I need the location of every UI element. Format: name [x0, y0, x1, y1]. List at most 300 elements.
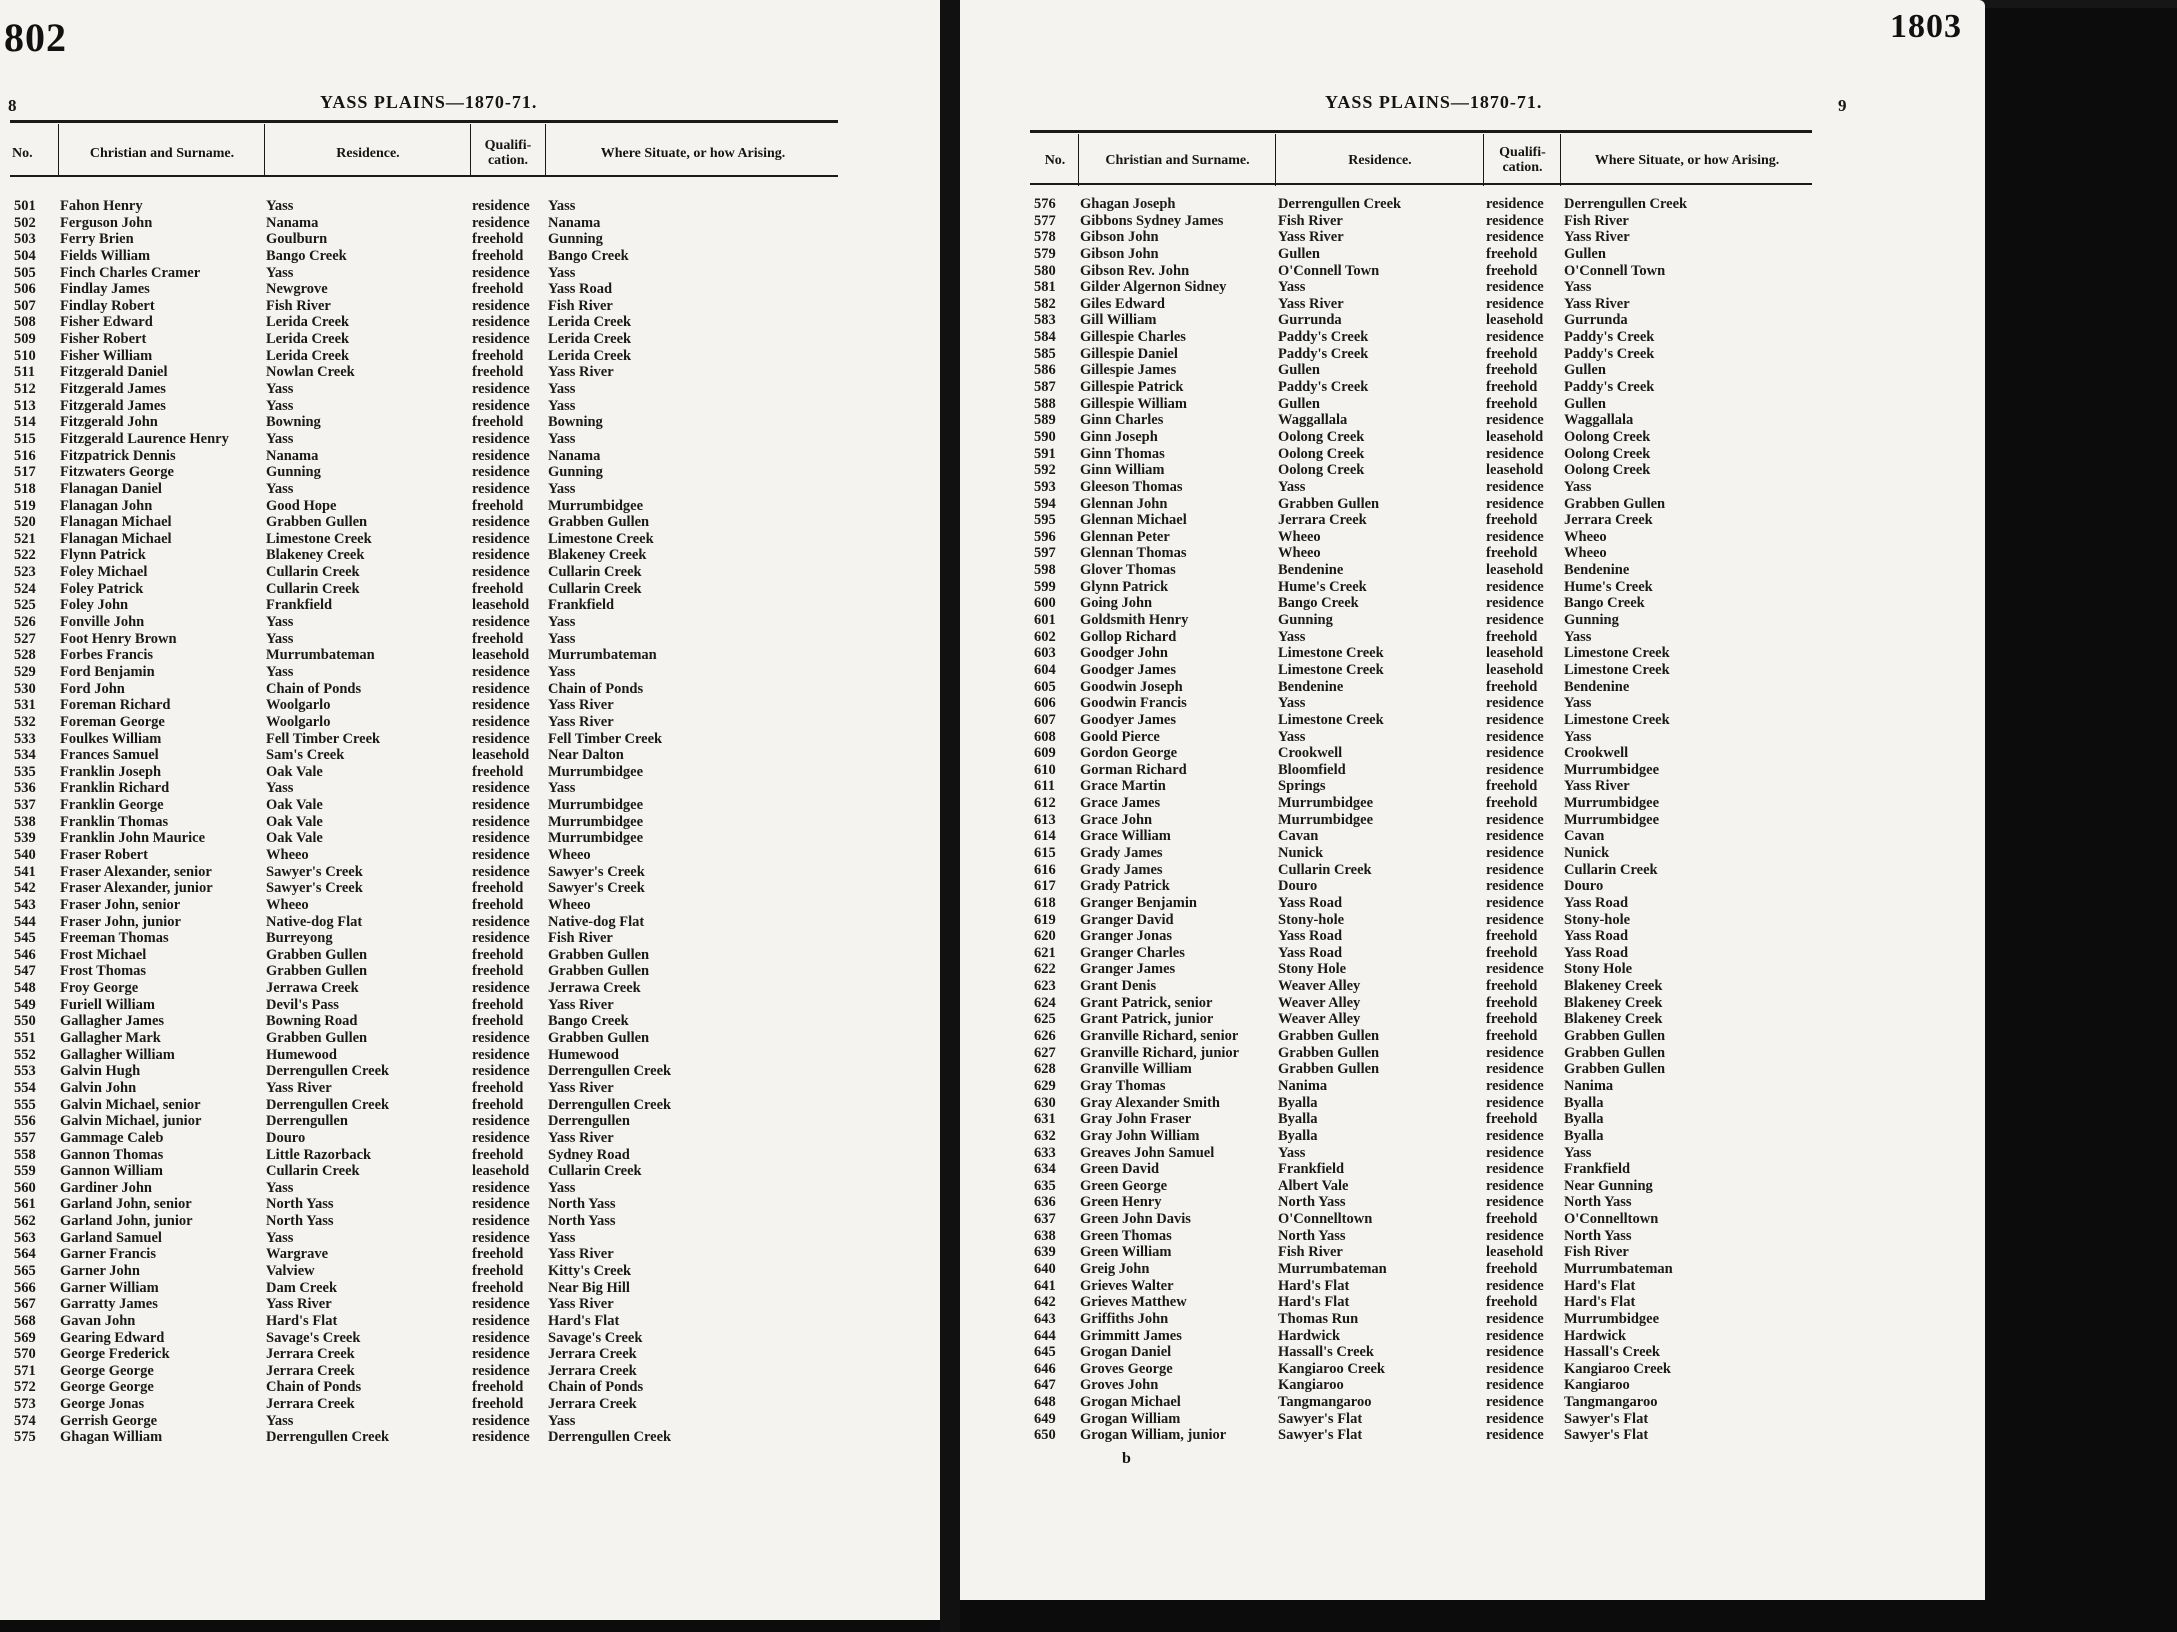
entry-number: 582 — [1034, 295, 1056, 312]
entry-name: Gray Thomas — [1080, 1077, 1166, 1094]
entry-qualification: freehold — [1486, 262, 1538, 279]
entry-number: 545 — [14, 930, 36, 947]
entry-residence: Fish River — [1278, 212, 1343, 229]
table-row — [14, 281, 848, 298]
entry-number: 605 — [1034, 678, 1056, 695]
entry-residence: Oak Vale — [266, 763, 323, 780]
entry-qualification: residence — [472, 863, 530, 880]
entry-qualification: residence — [1486, 745, 1544, 762]
entry-qualification: freehold — [1486, 1261, 1538, 1277]
entry-number: 637 — [1034, 1211, 1056, 1228]
entry-residence: Lerida Creek — [266, 347, 350, 364]
entry-qualification: leasehold — [472, 747, 530, 764]
table-row — [14, 847, 848, 864]
entry-number: 520 — [14, 514, 36, 531]
entry-number: 584 — [1034, 329, 1056, 346]
entry-qualification: residence — [1486, 861, 1544, 878]
table-row — [1034, 895, 1814, 912]
entry-where: Yass — [548, 780, 576, 797]
entry-where: Yass — [1564, 728, 1592, 745]
entry-qualification: residence — [1486, 894, 1544, 911]
entry-where: Derrengullen — [548, 1113, 630, 1130]
entry-where: Cullarin Creek — [548, 1163, 642, 1180]
entry-where: Yass River — [1564, 778, 1630, 795]
entry-name: Ford John — [60, 680, 125, 697]
entry-number: 650 — [1034, 1427, 1056, 1444]
table-row — [14, 364, 848, 381]
entry-name: Gray John Fraser — [1080, 1111, 1192, 1128]
entry-residence: Yass — [1278, 1144, 1306, 1161]
entry-where: Native-dog Flat — [548, 913, 645, 930]
entry-residence: Good Hope — [266, 497, 337, 514]
entry-qualification: residence — [1486, 695, 1544, 712]
entry-residence: North Yass — [1278, 1227, 1346, 1244]
entry-qualification: residence — [472, 1429, 530, 1446]
entry-number: 564 — [14, 1246, 36, 1263]
entry-qualification: residence — [472, 198, 530, 214]
entry-residence: Yass — [266, 614, 294, 631]
entry-name: Granville Richard, junior — [1080, 1044, 1240, 1061]
table-row — [1034, 263, 1814, 280]
entry-residence: Yass — [1278, 279, 1306, 296]
entry-residence: Newgrove — [266, 281, 328, 298]
entry-residence: Frankfield — [1278, 1161, 1345, 1178]
table-row — [1034, 845, 1814, 862]
entry-where: Chain of Ponds — [548, 680, 644, 697]
entry-number: 638 — [1034, 1227, 1056, 1244]
entry-qualification: residence — [472, 663, 530, 680]
entry-number: 598 — [1034, 562, 1056, 579]
table-row — [14, 914, 848, 931]
entry-number: 595 — [1034, 512, 1056, 529]
entry-number: 642 — [1034, 1294, 1056, 1311]
table-row — [1034, 1011, 1814, 1028]
entry-where: Murrumbidgee — [548, 497, 644, 514]
entry-residence: Oak Vale — [266, 813, 323, 830]
entry-residence: Douro — [1278, 878, 1318, 895]
entry-number: 527 — [14, 630, 36, 647]
entry-number: 621 — [1034, 944, 1056, 961]
entry-number: 542 — [14, 880, 36, 897]
entry-number: 559 — [14, 1163, 36, 1180]
entry-residence: Weaver Alley — [1278, 1011, 1361, 1028]
table-row — [1034, 1294, 1814, 1311]
entry-name: Grant Patrick, junior — [1080, 1011, 1214, 1028]
table-row — [1034, 945, 1814, 962]
table-row — [1034, 545, 1814, 562]
entry-residence: Tangmangaroo — [1278, 1394, 1372, 1411]
entry-where: Blakeney Creek — [1564, 978, 1663, 995]
entry-number: 588 — [1034, 395, 1056, 412]
entry-number: 608 — [1034, 728, 1056, 745]
entry-residence: Gullen — [1278, 395, 1320, 412]
table-row — [14, 731, 848, 748]
table-row — [14, 298, 848, 315]
entry-qualification: freehold — [1486, 944, 1538, 961]
entry-qualification: freehold — [1486, 1011, 1538, 1028]
entry-number: 586 — [1034, 362, 1056, 379]
table-row — [14, 997, 848, 1014]
entry-where: Crookwell — [1564, 745, 1629, 762]
table-row — [14, 1063, 848, 1080]
entry-residence: Nanima — [1278, 1077, 1328, 1094]
entry-qualification: freehold — [1486, 678, 1538, 695]
entry-qualification: leasehold — [1486, 645, 1544, 662]
entry-qualification: freehold — [472, 281, 524, 298]
entry-number: 552 — [14, 1046, 36, 1063]
entry-name: George Frederick — [60, 1346, 170, 1363]
entry-residence: Sawyer's Flat — [1278, 1427, 1363, 1444]
entry-residence: Murrumbidgee — [1278, 795, 1374, 812]
entry-qualification: residence — [472, 264, 530, 281]
column-divider — [545, 124, 546, 176]
entry-qualification: leasehold — [472, 597, 530, 614]
entry-where: Humewood — [548, 1046, 619, 1063]
table-row — [1034, 778, 1814, 795]
entry-where: North Yass — [548, 1196, 616, 1213]
entry-residence: Limestone Creek — [266, 530, 372, 547]
table-row — [14, 547, 848, 564]
entry-name: Glennan Peter — [1080, 528, 1170, 545]
entry-name: Ginn Charles — [1080, 412, 1164, 429]
entry-qualification: residence — [472, 564, 530, 581]
entry-name: Glennan Thomas — [1080, 545, 1187, 562]
entry-residence: Wheeo — [1278, 528, 1321, 545]
entry-where: Near Big Hill — [548, 1279, 630, 1296]
entry-name: Goold Pierce — [1080, 728, 1160, 745]
entry-residence: Paddy's Creek — [1278, 345, 1369, 362]
entry-name: Fraser John, senior — [60, 896, 181, 913]
entry-name: Gray John William — [1080, 1127, 1200, 1144]
entry-where: Sawyer's Flat — [1564, 1427, 1649, 1444]
column-divider — [1483, 134, 1484, 186]
entry-number: 541 — [14, 863, 36, 880]
entry-qualification: freehold — [472, 996, 524, 1013]
entry-residence: Grabben Gullen — [1278, 495, 1380, 512]
entry-where: Limestone Creek — [1564, 645, 1670, 662]
entry-where: Yass — [548, 198, 576, 214]
entry-qualification: freehold — [1486, 778, 1538, 795]
entry-residence: Yass — [1278, 695, 1306, 712]
table-row — [14, 1113, 848, 1130]
entry-residence: Grabben Gullen — [266, 946, 368, 963]
entry-name: Grieves Walter — [1080, 1277, 1174, 1294]
table-row — [1034, 828, 1814, 845]
entry-residence: Hume's Creek — [1278, 578, 1367, 595]
entry-number: 580 — [1034, 262, 1056, 279]
entry-residence: Wargrave — [266, 1246, 329, 1263]
entry-number: 551 — [14, 1030, 36, 1047]
entry-where: Yass River — [548, 713, 614, 730]
entry-name: Garner Francis — [60, 1246, 156, 1263]
entry-name: Going John — [1080, 595, 1153, 612]
entry-qualification: residence — [472, 913, 530, 930]
entry-name: Galvin John — [60, 1079, 137, 1096]
entry-number: 530 — [14, 680, 36, 697]
entry-residence: Grabben Gullen — [1278, 1061, 1380, 1078]
entry-qualification: freehold — [1486, 978, 1538, 995]
entry-number: 553 — [14, 1063, 36, 1080]
entry-where: Yass — [548, 614, 576, 631]
book-gutter — [940, 0, 960, 1632]
entry-name: Garratty James — [60, 1296, 158, 1313]
entry-where: Derrengullen Creek — [548, 1096, 672, 1113]
entry-qualification: freehold — [1486, 628, 1538, 645]
entry-number: 539 — [14, 830, 36, 847]
table-row — [1034, 213, 1814, 230]
entry-residence: Yass — [266, 264, 294, 281]
entry-qualification: freehold — [472, 1146, 524, 1163]
right-page — [960, 0, 1985, 1600]
entry-name: Grieves Matthew — [1080, 1294, 1187, 1311]
entry-residence: Derrengullen — [266, 1113, 348, 1130]
entry-qualification: residence — [472, 1229, 530, 1246]
entry-where: North Yass — [1564, 1194, 1632, 1211]
table-row — [1034, 1244, 1814, 1261]
table-row — [14, 830, 848, 847]
entry-number: 614 — [1034, 828, 1056, 845]
entry-residence: Kangiaroo Creek — [1278, 1360, 1386, 1377]
entry-where: North Yass — [1564, 1227, 1632, 1244]
entry-residence: Sawyer's Flat — [1278, 1410, 1363, 1427]
entry-where: Bendenine — [1564, 678, 1630, 695]
entry-number: 615 — [1034, 844, 1056, 861]
entry-qualification: freehold — [472, 364, 524, 381]
table-row — [1034, 329, 1814, 346]
entry-number: 607 — [1034, 711, 1056, 728]
entry-where: Frankfield — [548, 597, 615, 614]
entry-residence: Bowning — [266, 414, 321, 431]
entry-where: Oolong Creek — [1564, 462, 1651, 479]
entry-name: Fitzgerald Daniel — [60, 364, 168, 381]
table-row — [14, 1080, 848, 1097]
entry-name: Galvin Michael, junior — [60, 1113, 202, 1130]
entry-residence: Yass Road — [1278, 928, 1343, 945]
entry-number: 574 — [14, 1412, 36, 1429]
table-row — [1034, 662, 1814, 679]
entry-name: Fisher William — [60, 347, 153, 364]
table-row — [14, 1013, 848, 1030]
entry-name: Glennan Michael — [1080, 512, 1187, 529]
entry-qualification: residence — [472, 680, 530, 697]
entry-residence: Limestone Creek — [1278, 711, 1384, 728]
entry-residence: Goulburn — [266, 231, 328, 248]
entry-residence: Jerrara Creek — [266, 1362, 355, 1379]
entry-residence: Sam's Creek — [266, 747, 345, 764]
entry-residence: North Yass — [266, 1213, 334, 1230]
table-row — [14, 1246, 848, 1263]
entry-where: Derrengullen Creek — [548, 1063, 672, 1080]
table-row — [1034, 1095, 1814, 1112]
entry-residence: Bowning Road — [266, 1013, 358, 1030]
entry-qualification: residence — [1486, 295, 1544, 312]
table-row — [14, 614, 848, 631]
table-row — [14, 481, 848, 498]
entry-where: Gunning — [1564, 612, 1619, 629]
entry-where: Bowning — [548, 414, 603, 431]
entry-residence: O'Connell Town — [1278, 262, 1380, 279]
entry-residence: Nunick — [1278, 844, 1324, 861]
entry-name: Flynn Patrick — [60, 547, 146, 564]
entry-number: 531 — [14, 697, 36, 714]
entry-name: Ferry Brien — [60, 231, 134, 248]
entry-where: Gunning — [548, 464, 603, 481]
table-row — [1034, 712, 1814, 729]
entry-where: Murrumbidgee — [548, 763, 644, 780]
entry-number: 594 — [1034, 495, 1056, 512]
entry-residence: Dam Creek — [266, 1279, 338, 1296]
table-row — [14, 1180, 848, 1197]
entry-qualification: residence — [472, 697, 530, 714]
entry-number: 554 — [14, 1079, 36, 1096]
entry-qualification: leasehold — [472, 647, 530, 664]
entry-where: Yass River — [1564, 295, 1630, 312]
table-row — [1034, 462, 1814, 479]
table-row — [1034, 196, 1814, 213]
table-row — [1034, 1311, 1814, 1328]
table-row — [14, 531, 848, 548]
entry-residence: Lerida Creek — [266, 314, 350, 331]
header-qualification: Qualifi-cation. — [1499, 145, 1546, 175]
entry-where: Grabben Gullen — [548, 514, 650, 531]
table-row — [14, 647, 848, 664]
entry-residence: Byalla — [1278, 1127, 1318, 1144]
entry-residence: Yass River — [266, 1296, 332, 1313]
entry-where: Yass — [548, 264, 576, 281]
entry-residence: Byalla — [1278, 1111, 1318, 1128]
entry-name: Gorman Richard — [1080, 761, 1187, 778]
table-row — [1034, 562, 1814, 579]
entry-number: 635 — [1034, 1177, 1056, 1194]
entry-name: Gibson John — [1080, 245, 1159, 262]
table-row — [14, 431, 848, 448]
table-row — [1034, 512, 1814, 529]
table-row — [14, 581, 848, 598]
entry-number: 620 — [1034, 928, 1056, 945]
header-qualification: Qualifi-cation. — [484, 138, 532, 168]
entry-qualification: residence — [1486, 612, 1544, 629]
entry-qualification: residence — [472, 980, 530, 997]
entry-number: 550 — [14, 1013, 36, 1030]
column-divider — [58, 124, 59, 176]
entry-where: Gullen — [1564, 245, 1606, 262]
entry-number: 518 — [14, 480, 36, 497]
entry-name: Green Thomas — [1080, 1227, 1172, 1244]
entry-qualification: residence — [472, 381, 530, 398]
entry-where: Blakeney Creek — [1564, 994, 1663, 1011]
table-row — [1034, 679, 1814, 696]
entry-where: Murrumbidgee — [1564, 761, 1660, 778]
entry-where: Cavan — [1564, 828, 1605, 845]
entry-qualification: residence — [1486, 1410, 1544, 1427]
table-row — [1034, 762, 1814, 779]
entry-qualification: residence — [472, 813, 530, 830]
entry-qualification: freehold — [1486, 1211, 1538, 1228]
entry-number: 556 — [14, 1113, 36, 1130]
entry-qualification: residence — [1486, 212, 1544, 229]
entry-qualification: freehold — [472, 497, 524, 514]
entry-where: Yass Road — [1564, 944, 1629, 961]
entry-qualification: residence — [1486, 961, 1544, 978]
table-row — [1034, 629, 1814, 646]
table-row — [1034, 1361, 1814, 1378]
entry-residence: Yass — [266, 198, 294, 214]
entry-number: 508 — [14, 314, 36, 331]
entry-qualification: residence — [472, 530, 530, 547]
entry-where: Yass Road — [1564, 928, 1629, 945]
entry-qualification: freehold — [1486, 795, 1538, 812]
entry-number: 578 — [1034, 229, 1056, 246]
entry-where: Murrumbidgee — [1564, 795, 1660, 812]
entry-qualification: residence — [472, 1113, 530, 1130]
entry-number: 511 — [14, 364, 35, 381]
entry-where: Byalla — [1564, 1111, 1604, 1128]
entry-residence: Humewood — [266, 1046, 337, 1063]
table-row — [1034, 346, 1814, 363]
table-row — [14, 231, 848, 248]
entry-residence: Bango Creek — [1278, 595, 1359, 612]
entry-name: Grogan William, junior — [1080, 1427, 1227, 1444]
entry-qualification: leasehold — [1486, 462, 1544, 479]
entry-residence: Limestone Creek — [1278, 645, 1384, 662]
entry-number: 540 — [14, 846, 36, 863]
entry-residence: Gullen — [1278, 245, 1320, 262]
table-row — [14, 1346, 848, 1363]
entry-name: Glover Thomas — [1080, 562, 1176, 579]
entry-residence: Hard's Flat — [266, 1312, 338, 1329]
entry-name: Frost Thomas — [60, 963, 147, 980]
entry-qualification: residence — [472, 846, 530, 863]
entry-name: Gearing Edward — [60, 1329, 165, 1346]
entry-number: 524 — [14, 580, 36, 597]
table-row — [14, 1379, 848, 1396]
entry-where: Yass River — [548, 1129, 614, 1146]
entry-number: 600 — [1034, 595, 1056, 612]
entry-residence: Stony-hole — [1278, 911, 1345, 928]
entry-where: Fish River — [1564, 1244, 1629, 1261]
table-row — [14, 1030, 848, 1047]
entry-where: Douro — [1564, 878, 1604, 895]
table-row — [1034, 1261, 1814, 1278]
entry-residence: Hassall's Creek — [1278, 1344, 1374, 1361]
table-row — [14, 464, 848, 481]
table-row — [14, 780, 848, 797]
table-row — [14, 597, 848, 614]
entry-qualification: residence — [1486, 1377, 1544, 1394]
table-row — [14, 1413, 848, 1430]
entry-qualification: freehold — [1486, 512, 1538, 529]
entry-residence: Weaver Alley — [1278, 994, 1361, 1011]
entry-name: Fraser Alexander, senior — [60, 863, 212, 880]
entry-name: Franklin Thomas — [60, 813, 169, 830]
entry-number: 617 — [1034, 878, 1056, 895]
entry-where: Yass — [548, 1412, 576, 1429]
entry-name: Ghagan William — [60, 1429, 163, 1446]
entry-qualification: freehold — [472, 880, 524, 897]
entry-qualification: residence — [1486, 528, 1544, 545]
header-top-rule — [10, 120, 838, 123]
table-row — [1034, 1128, 1814, 1145]
entry-number: 632 — [1034, 1127, 1056, 1144]
entry-where: Yass — [548, 630, 576, 647]
entry-where: Kitty's Creek — [548, 1263, 632, 1279]
entry-residence: Yass — [266, 630, 294, 647]
entry-qualification: freehold — [472, 763, 524, 780]
entry-qualification: residence — [472, 214, 530, 231]
entry-number: 560 — [14, 1179, 36, 1196]
entry-name: Gallagher Mark — [60, 1030, 161, 1047]
entry-number: 606 — [1034, 695, 1056, 712]
